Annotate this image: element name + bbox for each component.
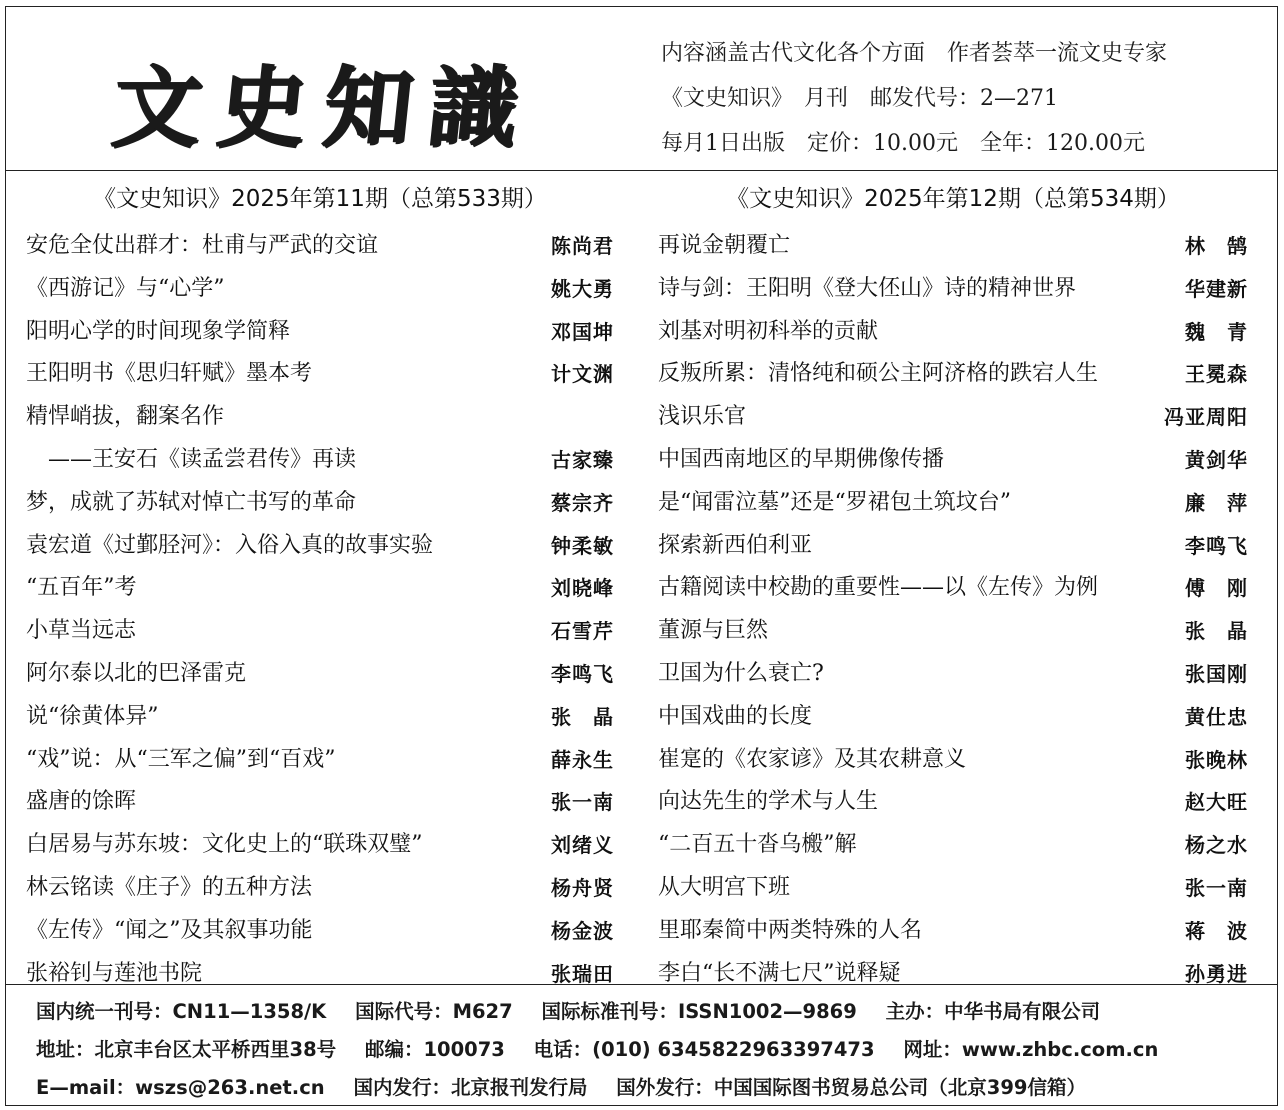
article-author: 姚大勇 <box>551 276 614 301</box>
article-title: 袁宏道《过鄞胫河》：入俗入真的故事实验 <box>26 532 434 558</box>
article-row <box>658 482 1248 525</box>
logo-char: 知 <box>318 55 418 159</box>
article-author: 刘晓峰 <box>551 576 614 601</box>
article-title: 阿尔泰以北的巴泽雷克 <box>26 660 247 686</box>
article-author: 陈尚君 <box>551 234 614 258</box>
article-title: “五百年”考 <box>26 575 137 601</box>
article-author: 冯亚周阳 <box>1164 405 1248 430</box>
article-row <box>658 696 1248 739</box>
article-title: 王阳明书《思归轩赋》墨本考 <box>26 361 313 387</box>
article-row <box>658 953 1248 996</box>
footer-line-3 <box>36 1069 1251 1107</box>
article-title: “戏”说：从“三军之偏”到“百戏” <box>26 746 336 772</box>
article-author: 李鸣飞 <box>1185 533 1248 558</box>
article-row <box>26 910 614 953</box>
article-author: 薛永生 <box>551 747 614 772</box>
article-author: 林 鹄 <box>1185 234 1248 258</box>
article-row <box>658 910 1248 953</box>
logo-text <box>106 43 526 159</box>
phone: 电话：(010) 6345822963397473 <box>533 1038 875 1061</box>
issn: 国际标准刊号：ISSN1002—9869 <box>541 1000 857 1023</box>
info-line-3: 每月1日出版 定价：10.00元 全年：120.00元 <box>661 131 1145 156</box>
article-row <box>658 225 1248 268</box>
address: 地址：北京丰台区太平桥西里38号 <box>36 1038 337 1061</box>
article-author: 张瑞田 <box>551 961 614 986</box>
article-author: 傅 刚 <box>1185 576 1248 601</box>
article-row <box>26 696 614 739</box>
article-row <box>658 653 1248 696</box>
journal-logo <box>106 43 526 159</box>
article-row <box>658 525 1248 568</box>
article-title: 卫国为什么衰亡? <box>658 660 824 686</box>
article-author: 黄剑华 <box>1185 447 1248 472</box>
email: E—mail：wszs@263.net.cn <box>36 1076 325 1099</box>
intl-code: 国际代号：M627 <box>355 1000 513 1023</box>
article-title: 林云铭读《庄子》的五种方法 <box>26 874 313 900</box>
article-row <box>658 824 1248 867</box>
article-row <box>26 781 614 824</box>
issue-11-title: 《文史知识》2025年第11期（总第533期） <box>93 186 547 212</box>
article-title: 张裕钊与莲池书院 <box>26 960 203 986</box>
article-row <box>658 353 1248 396</box>
article-author: 赵大旺 <box>1185 790 1248 815</box>
article-title: 董源与巨然 <box>658 618 769 644</box>
article-author: 刘绪义 <box>551 833 614 858</box>
article-title: 向达先生的学术与人生 <box>658 789 879 815</box>
article-title: 诗与剑：王阳明《登大伾山》诗的精神世界 <box>658 275 1077 301</box>
article-title: 从大明宫下班 <box>658 874 791 900</box>
article-author: 张晚林 <box>1185 747 1248 772</box>
journal-info <box>661 31 1261 166</box>
article-row <box>658 739 1248 782</box>
article-row <box>26 396 614 439</box>
publication-footer <box>36 993 1251 1107</box>
article-row <box>658 268 1248 311</box>
cn-number: 国内统一刊号：CN11—1358/K <box>36 1000 327 1023</box>
article-author: 古家臻 <box>551 447 614 472</box>
article-row <box>658 567 1248 610</box>
article-title: 《左传》“闻之”及其叙事功能 <box>26 917 313 943</box>
domestic-distribution: 国内发行：北京报刊发行局 <box>353 1076 588 1099</box>
article-row <box>658 311 1248 354</box>
article-author: 张 晶 <box>1185 619 1248 644</box>
article-author: 李鸣飞 <box>551 661 614 686</box>
article-row <box>26 653 614 696</box>
article-title: “二百五十沓乌㮽”解 <box>658 832 857 858</box>
article-row <box>26 311 614 354</box>
logo-char: 史 <box>213 55 313 159</box>
article-title: 精悍峭拔，翻案名作 <box>26 404 225 430</box>
issue-12-title: 《文史知识》2025年第12期（总第534期） <box>726 186 1180 212</box>
article-author: 计文渊 <box>551 362 614 387</box>
article-title: 刘基对明初科举的贡献 <box>658 318 879 344</box>
article-title: 《西游记》与“心学” <box>26 275 225 301</box>
article-title: 说“徐黄体异” <box>26 703 159 729</box>
article-author: 廉 萍 <box>1185 490 1248 515</box>
sponsor: 主办：中华书局有限公司 <box>885 1000 1101 1023</box>
article-author: 王冕森 <box>1185 362 1248 387</box>
article-title: 小草当远志 <box>26 618 137 644</box>
article-author: 魏 青 <box>1185 319 1248 344</box>
article-title: 古籍阅读中校勘的重要性——以《左传》为例 <box>658 575 1099 601</box>
article-author: 邓国坤 <box>551 319 614 344</box>
issue-11-list <box>26 225 614 995</box>
article-title: 再说金朝覆亡 <box>658 233 791 258</box>
article-row <box>26 953 614 996</box>
article-row <box>26 353 614 396</box>
article-author: 张一南 <box>1185 875 1248 900</box>
article-row <box>26 439 614 482</box>
article-row <box>26 567 614 610</box>
article-title: 浅识乐官 <box>658 404 747 430</box>
postcode: 邮编：100073 <box>364 1038 505 1061</box>
article-title: 李白“长不满七尺”说释疑 <box>658 960 901 986</box>
article-row <box>26 482 614 525</box>
article-author: 杨金波 <box>551 918 614 943</box>
article-author: 孙勇进 <box>1185 961 1248 986</box>
article-title: 白居易与苏东坡：文化史上的“联珠双璧” <box>26 832 423 858</box>
article-title: 梦，成就了苏轼对悼亡书写的革命 <box>26 489 357 515</box>
website: 网址：www.zhbc.com.cn <box>903 1038 1159 1061</box>
article-title: ——王安石《读孟尝君传》再读 <box>26 446 357 472</box>
article-row <box>658 396 1248 439</box>
article-row <box>26 739 614 782</box>
info-line-2: 《文史知识》 月刊 邮发代号：2—271 <box>661 86 1058 111</box>
logo-char: 文 <box>107 55 207 159</box>
article-author: 杨之水 <box>1185 833 1248 858</box>
article-title: 反叛所累：清恪纯和硕公主阿济格的跌宕人生 <box>658 361 1099 387</box>
article-row <box>26 225 614 268</box>
article-row <box>658 867 1248 910</box>
issue-11-column <box>26 173 614 984</box>
article-row <box>658 781 1248 824</box>
article-author: 黄仕忠 <box>1185 704 1248 729</box>
article-title: 探索新西伯利亚 <box>658 532 813 558</box>
article-row <box>26 867 614 910</box>
article-row <box>658 610 1248 653</box>
article-title: 安危全仗出群才：杜甫与严武的交谊 <box>26 233 379 258</box>
article-row <box>26 268 614 311</box>
article-row <box>26 824 614 867</box>
article-title: 盛唐的馀晖 <box>26 789 137 815</box>
article-author: 钟柔敏 <box>551 533 614 558</box>
overseas-distribution: 国外发行：中国国际图书贸易总公司（北京399信箱） <box>616 1076 1086 1099</box>
article-title: 里耶秦简中两类特殊的人名 <box>658 917 923 943</box>
article-author: 华建新 <box>1185 276 1248 301</box>
article-author: 张 晶 <box>551 704 614 729</box>
article-title: 中国西南地区的早期佛像传播 <box>658 446 945 472</box>
info-line-1: 内容涵盖古代文化各个方面 作者荟萃一流文史专家 <box>661 41 1168 66</box>
article-author: 张国刚 <box>1185 661 1248 686</box>
footer-line-1 <box>36 993 1251 1031</box>
article-title: 阳明心学的时间现象学简释 <box>26 318 291 344</box>
contents-columns <box>6 173 1277 985</box>
issue-12-list <box>658 225 1248 995</box>
article-author: 杨舟贤 <box>551 875 614 900</box>
issue-12-column <box>658 173 1248 984</box>
article-author: 蒋 波 <box>1185 918 1248 943</box>
footer-line-2 <box>36 1031 1251 1069</box>
article-title: 是“闻雷泣墓”还是“罗裙包土筑坟台” <box>658 489 1011 515</box>
article-row <box>26 525 614 568</box>
article-author: 石雪芹 <box>551 619 614 644</box>
article-author: 蔡宗齐 <box>551 490 614 515</box>
page-frame <box>5 6 1278 1106</box>
article-title: 崔寔的《农家谚》及其农耕意义 <box>658 746 967 772</box>
article-author: 张一南 <box>551 790 614 815</box>
article-row <box>658 439 1248 482</box>
article-row <box>26 610 614 653</box>
article-title: 中国戏曲的长度 <box>658 703 813 729</box>
masthead <box>6 7 1277 171</box>
logo-char: 識 <box>423 55 523 159</box>
